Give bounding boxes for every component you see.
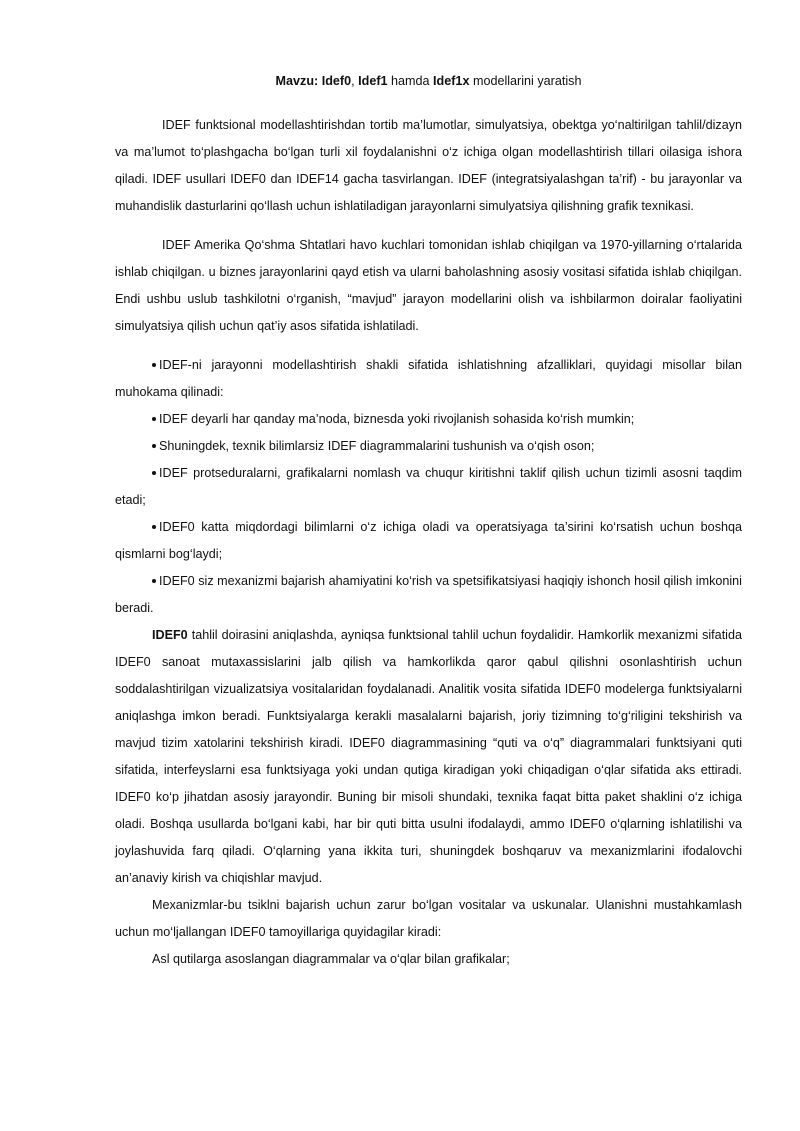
bullet-icon — [152, 363, 156, 367]
bullet-text: IDEF0 siz mexanizmi bajarish ahamiyatini ko‘rish va spetsifikatsiyasi haqiqiy ishonch hosil qilish imkonini beradi. — [115, 574, 742, 615]
bullet-item — [115, 568, 742, 622]
bullet-icon — [152, 525, 156, 529]
bullet-text: Shuningdek, texnik bilimlarsiz IDEF diagrammalarini tushunish va o‘qish oson; — [159, 439, 595, 453]
document-body — [115, 68, 742, 973]
bullet-icon — [152, 444, 156, 448]
bullet-item — [115, 406, 742, 433]
title-prefix: Mavzu: — [275, 74, 322, 88]
paragraph-last-line: Asl qutilarga asoslangan diagrammalar va o‘qlar bilan grafikalar; — [152, 952, 510, 966]
title-conjunction: hamda — [387, 74, 434, 88]
title-idef0: Idef0 — [321, 74, 352, 88]
bullet-icon — [152, 579, 156, 583]
bullet-item — [115, 352, 742, 406]
bullet-item — [115, 460, 742, 514]
title-suffix: modellarini yaratish — [469, 74, 582, 88]
title-separator: , — [351, 74, 359, 88]
document-title — [115, 68, 742, 95]
bullet-item — [115, 514, 742, 568]
bullet-text: IDEF deyarli har qanday ma’noda, biznesda yoki rivojlanish sohasida ko‘rish mumkin; — [159, 412, 635, 426]
idef0-lead: IDEF0 — [152, 628, 188, 642]
paragraph-history: IDEF Amerika Qo‘shma Shtatlari havo kuchlari tomonidan ishlab chiqilgan va 1970-yillarning o‘rtalarida ishlab chiqilgan. u biznes jarayonlarini qayd etish va ularni baholashning asosiy vositasi sifatida ishlab chiqilgan. Endi ushbu uslub tashkilotni o‘rganish, “mavjud” jarayon modellarini olish va ishbilarmon doiralar faoliyatini simulyatsiya qilish uchun qat’iy asos sifatida ishlatiladi. — [115, 238, 742, 333]
bullet-text: IDEF protseduralarni, grafikalarni nomlash va chuqur kiritishni taklif qilish uchun tizimli asosni taqdim etadi; — [115, 466, 742, 507]
paragraph-intro: IDEF funktsional modellashtirishdan tortib ma’lumotlar, simulyatsiya, obektga yo‘naltirilgan tahlil/dizayn va ma’lumot to‘plashgacha bo‘lgan turli xil foydalanishni o‘z ichiga olgan modellashtirish tillari oilasiga ishora qiladi. IDEF usullari IDEF0 dan IDEF14 gacha tasvirlangan. IDEF (integratsiyalashgan ta’rif) - bu jarayonlar va muhandislik dasturlarini qo‘llash uchun ishlatiladigan jarayonlarni simulyatsiya qilishning grafik texnikasi. — [115, 118, 742, 213]
bullet-text: IDEF-ni jarayonni modellashtirish shakli sifatida ishlatishning afzalliklari, quyidagi misollar bilan muhokama qilinadi: — [115, 358, 742, 399]
title-idef1x: Idef1x — [433, 74, 470, 88]
bullet-item — [115, 433, 742, 460]
title-idef1: Idef1 — [358, 74, 388, 88]
paragraph-idef0 — [115, 622, 742, 892]
idef0-body: tahlil doirasini aniqlashda, ayniqsa funktsional tahlil uchun foydalidir. Hamkorlik mexanizmi sifatida IDEF0 sanoat mutaxassislarini jalb qilish va hamkorlikda qaror qabul qilishni osonlashtirish uchun soddalashtirilgan vizualizatsiya vositalaridan foydalanadi. Analitik vosita sifatida IDEF0 modelerga funktsiyalarni aniqlashga imkon beradi. Funktsiyalarga kerakli masalalarni bajarish, joriy tizimning to‘g‘riligini tekshirish va mavjud tizim xatolarini tekshirish kiradi. IDEF0 diagrammasining “quti va o‘q” diagrammalari funktsiyani quti sifatida, interfeyslarni esa funktsiyaga yoki undan qutiga kiradigan yoki chiqadigan o‘qlar sifatida aks ettiradi. IDEF0 ko‘p jihatdan asosiy jarayondir. Buning bir misoli shundaki, texnika faqat bitta paket shaklini o‘z ichiga oladi. Boshqa usullarda bo‘lgani kabi, har bir quti bitta usulni ifodalaydi, ammo IDEF0 o‘qlarning ishlatilishi va joylashuvida farq qiladi. O‘qlarning yana ikkita turi, shuningdek boshqaruv va mexanizmlarini ifodalovchi an’anaviy kirish va chiqishlar mavjud. — [115, 628, 742, 885]
paragraph-mechanisms: Mexanizmlar-bu tsiklni bajarish uchun zarur bo‘lgan vositalar va uskunalar. Ulanishni mustahkamlash uchun mo‘ljallangan IDEF0 tamoyillariga quyidagilar kiradi: — [115, 898, 742, 939]
bullet-text: IDEF0 katta miqdordagi bilimlarni o‘z ichiga oladi va operatsiyaga ta’sirini ko‘rsatish uchun boshqa qismlarni bog‘laydi; — [115, 520, 742, 561]
bullet-icon — [152, 471, 156, 475]
bullet-icon — [152, 417, 156, 421]
